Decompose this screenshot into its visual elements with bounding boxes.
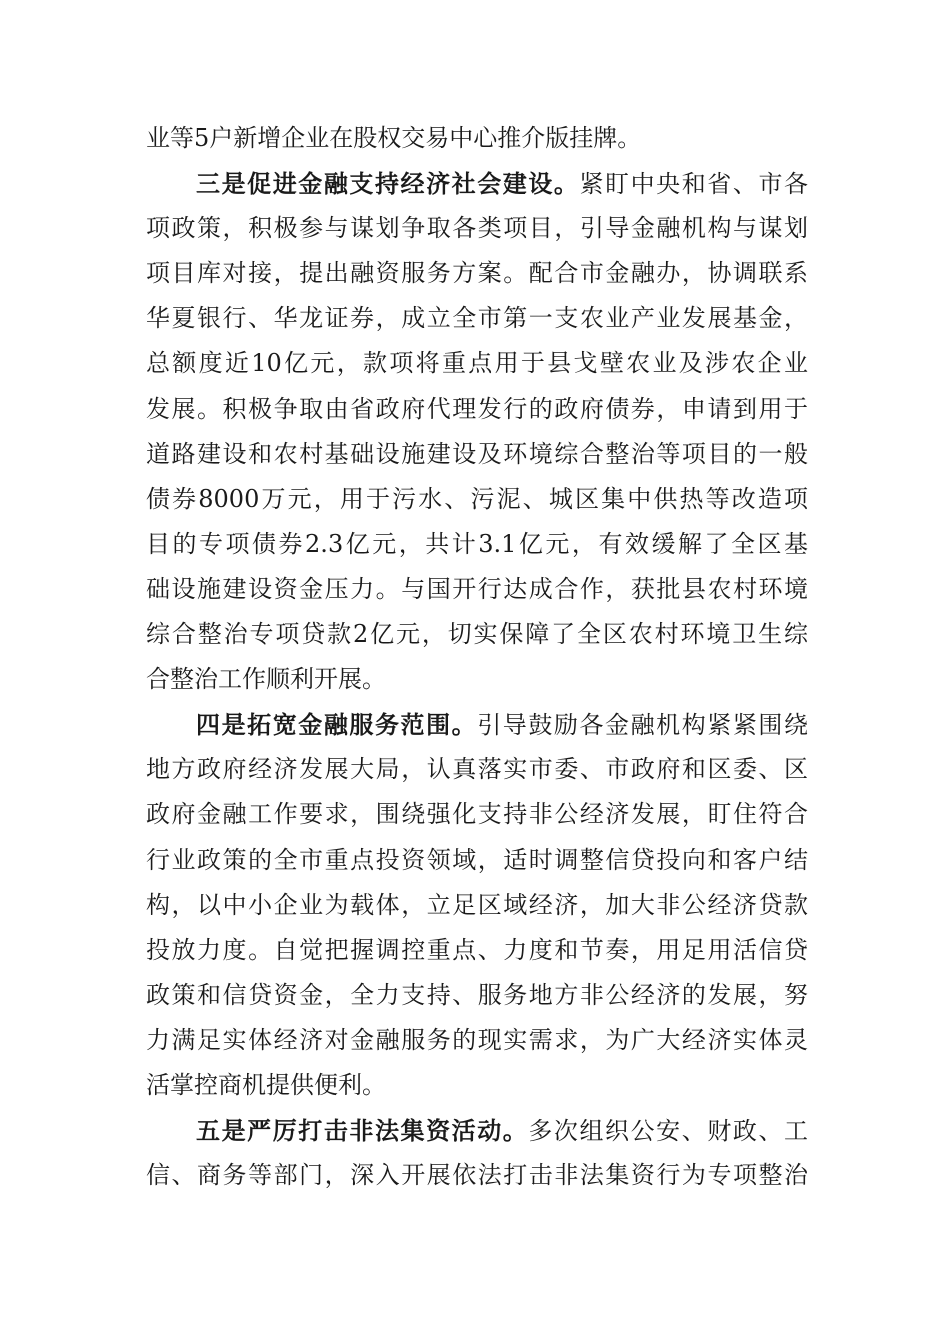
text-line: 信、商务等部门，深入开展依法打击非法集资行为专项整治	[146, 1161, 808, 1190]
text-line	[146, 702, 808, 747]
text-line: 合整治工作顺利开展。	[146, 665, 386, 694]
paragraph-heading: 四是拓宽金融服务范围。	[196, 710, 478, 740]
paragraph	[146, 1108, 808, 1198]
text-line: 发展。积极争取由省政府代理发行的政府债券，申请到用于	[146, 394, 808, 423]
text-line: 综合整治专项贷款2亿元，切实保障了全区农村环境卫生综	[146, 620, 808, 649]
text-line: 道路建设和农村基础设施建设及环境综合整治等项目的一般	[146, 439, 808, 468]
text-line: 政府金融工作要求，围绕强化支持非公经济发展，盯住符合	[146, 800, 808, 829]
text-line: 政策和信贷资金，全力支持、服务地方非公经济的发展，努	[146, 980, 808, 1009]
text-run: 引导鼓励各金融机构紧紧围绕	[477, 711, 809, 740]
text-line: 目的专项债券2.3亿元，共计3.1亿元，有效缓解了全区基	[146, 529, 808, 558]
text-line: 总额度近10亿元，款项将重点用于县戈壁农业及涉农企业	[146, 349, 808, 378]
text-line: 华夏银行、华龙证券，成立全市第一支农业产业发展基金，	[146, 304, 808, 333]
text-line: 项政策，积极参与谋划争取各类项目，引导金融机构与谋划	[146, 214, 808, 243]
text-line: 地方政府经济发展大局，认真落实市委、市政府和区委、区	[146, 755, 808, 784]
paragraph-heading: 三是促进金融支持经济社会建设。	[196, 169, 580, 199]
text-line: 行业政策的全市重点投资领域，适时调整信贷投向和客户结	[146, 845, 808, 874]
paragraph	[146, 702, 808, 1108]
text-line	[146, 1108, 808, 1153]
text-line: 投放力度。自觉把握调控重点、力度和节奏，用足用活信贷	[146, 935, 808, 964]
text-line: 业等5户新增企业在股权交易中心推介版挂牌。	[146, 124, 642, 152]
text-run: 紧盯中央和省、市各	[579, 170, 809, 199]
text-line: 活掌控商机提供便利。	[146, 1070, 386, 1099]
text-run: 多次组织公安、财政、工	[528, 1117, 809, 1146]
text-line: 础设施建设资金压力。与国开行达成合作，获批县农村环境	[146, 574, 808, 603]
document-page	[146, 116, 808, 1198]
paragraph-heading: 五是严厉打击非法集资活动。	[196, 1116, 529, 1146]
text-line: 构，以中小企业为载体，立足区域经济，加大非公经济贷款	[146, 890, 808, 919]
paragraph	[146, 116, 808, 161]
text-line	[146, 161, 808, 206]
text-line: 债券8000万元，用于污水、污泥、城区集中供热等改造项	[146, 484, 808, 513]
text-line: 力满足实体经济对金融服务的现实需求，为广大经济实体灵	[146, 1025, 808, 1054]
text-line: 项目库对接，提出融资服务方案。配合市金融办，协调联系	[146, 259, 808, 288]
paragraph	[146, 161, 808, 702]
